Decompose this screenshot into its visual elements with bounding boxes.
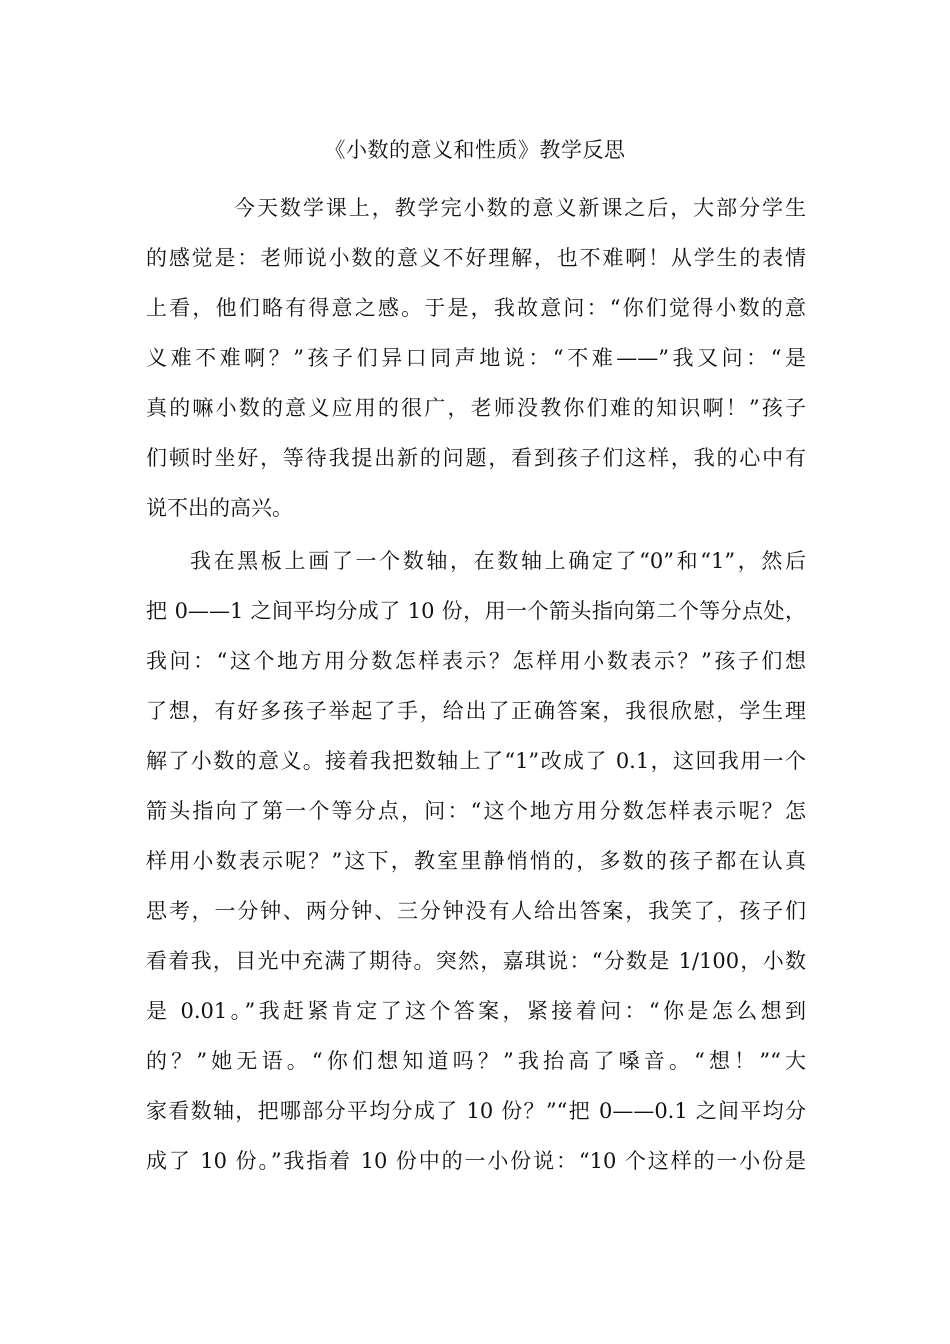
paragraph-line: 把 0——1 之间平均分成了 10 份，用一个箭头指向第二个等分点处， <box>146 599 806 623</box>
paragraph-line: 今天数学课上，教学完小数的意义新课之后，大部分学生 <box>234 196 806 220</box>
paragraph-line: 解了小数的意义。接着我把数轴上了“1”改成了 0.1，这回我用一个 <box>146 749 806 773</box>
paragraph-line: 义难不难啊？”孩子们异口同声地说：“不难——”我又问：“是 <box>146 346 806 370</box>
paragraph-line: 家看数轴，把哪部分平均分成了 10 份？”“把 0——0.1 之间平均分 <box>146 1099 806 1123</box>
paragraph-line: 箭头指向了第一个等分点，问：“这个地方用分数怎样表示呢？怎 <box>146 799 806 823</box>
paragraph-line: 的感觉是：老师说小数的意义不好理解，也不难啊！从学生的表情 <box>146 246 806 270</box>
paragraph-line: 看着我，目光中充满了期待。突然，嘉琪说：“分数是 1/100，小数 <box>146 949 806 973</box>
paragraph-line: 我在黑板上画了一个数轴，在数轴上确定了“0”和“1”，然后 <box>190 549 806 573</box>
paragraph-line: 成了 10 份。”我指着 10 份中的一小份说：“10 个这样的一小份是 <box>146 1149 806 1173</box>
paragraph-line: 上看，他们略有得意之感。于是，我故意问：“你们觉得小数的意 <box>146 296 806 320</box>
paragraph-line: 样用小数表示呢？”这下，教室里静悄悄的，多数的孩子都在认真 <box>146 849 806 873</box>
paragraph-line: 的？”她无语。“你们想知道吗？”我抬高了嗓音。“想！”“大 <box>146 1049 806 1073</box>
document-title: 《小数的意义和性质》教学反思 <box>324 138 626 162</box>
paragraph-line: 思考，一分钟、两分钟、三分钟没有人给出答案，我笑了，孩子们 <box>146 899 806 923</box>
paragraph-line: 们顿时坐好，等待我提出新的问题，看到孩子们这样，我的心中有 <box>146 446 806 470</box>
paragraph-line: 我问：“这个地方用分数怎样表示？怎样用小数表示？”孩子们想 <box>146 649 806 673</box>
paragraph-line: 是 0.01。”我赶紧肯定了这个答案，紧接着问：“你是怎么想到 <box>146 999 806 1023</box>
paragraph-line: 了想，有好多孩子举起了手，给出了正确答案，我很欣慰，学生理 <box>146 699 806 723</box>
paragraph-line: 真的嘛小数的意义应用的很广，老师没教你们难的知识啊！”孩子 <box>146 396 806 420</box>
paragraph-line: 说不出的高兴。 <box>146 496 293 520</box>
